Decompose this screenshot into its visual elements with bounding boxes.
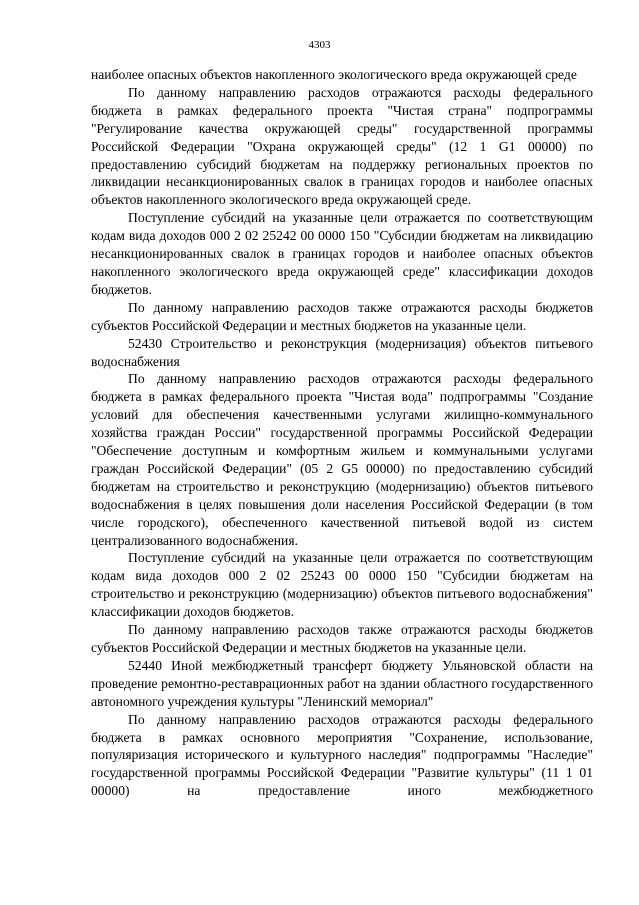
section-heading-52440: 52440 Иной межбюджетный трансферт бюджету Ульяновской области на проведение ремонтно-реставрационных работ на здании областного государственного автономного учреждения культуры "Ленинский мемориал" — [91, 657, 593, 709]
section-heading-52430: 52430 Строительство и реконструкция (модернизация) объектов питьевого водоснабжения — [91, 335, 593, 369]
document-body — [91, 66, 593, 800]
paragraph: По данному направлению расходов также отражаются расходы бюджетов субъектов Российской Федерации и местных бюджетов на указанные цели. — [91, 622, 593, 655]
paragraph: По данному направлению расходов отражаются расходы федерального бюджета в рамках федерального проекта "Чистая страна" подпрограммы "Регулирование качества окружающей среды" государственной программы Российской Федерации "Охрана окружающей среды" (12 1 G1 00000) по предоставлению субсидий бюджетам на поддержку региональных проектов по ликвидации несанкционированных свалок в границах городов и наиболее опасных объектов накопленного экологического вреда окружающей среде. — [91, 84, 593, 208]
page-number: 4303 — [308, 39, 331, 51]
paragraph-continued: По данному направлению расходов отражаются расходы федерального бюджета в рамках основного мероприятия "Сохранение, использование, популяризация исторического и культурного наследия" подпрограммы "Наследие" государственной программы Российской Федерации "Развитие культуры" (11 1 01 00000) на предоставление иного межбюджетного — [91, 711, 593, 799]
paragraph: По данному направлению расходов также отражаются расходы бюджетов субъектов Российской Федерации и местных бюджетов на указанные цели. — [91, 299, 593, 333]
paragraph: Поступление субсидий на указанные цели отражается по соответствующим кодам вида доходов 000 2 02 25242 00 0000 150 "Субсидии бюджетам на ликвидацию несанкционированных свалок в границах городов и наиболее опасных объектов накопленного экологического вреда окружающей среде" классификации доходов бюджетов. — [91, 210, 593, 297]
paragraph: По данному направлению расходов отражаются расходы федерального бюджета в рамках федерального проекта "Чистая вода" подпрограммы "Создание условий для обеспечения качественными услугами жилищно-коммунального хозяйства граждан России" государственной программы Российской Федерации "Обеспечение доступным и комфортным жильем и коммунальными услугами граждан Российской Федерации" (05 2 G5 00000) по предоставлению субсидий бюджетам на строительство и реконструкцию (модернизацию) объектов питьевого водоснабжения в целях повышения доли населения Российской Федерации (в том числе городского), обеспеченного качественной питьевой водой из систем централизованного водоснабжения. — [91, 371, 593, 548]
paragraph: Поступление субсидий на указанные цели отражается по соответствующим кодам вида доходов 000 2 02 25243 00 0000 150 "Субсидии бюджетам на строительство и реконструкцию (модернизацию) объектов питьевого водоснабжения" классификации доходов бюджетов. — [91, 550, 593, 620]
paragraph-continuation: наиболее опасных объектов накопленного экологического вреда окружающей среде — [91, 67, 577, 82]
